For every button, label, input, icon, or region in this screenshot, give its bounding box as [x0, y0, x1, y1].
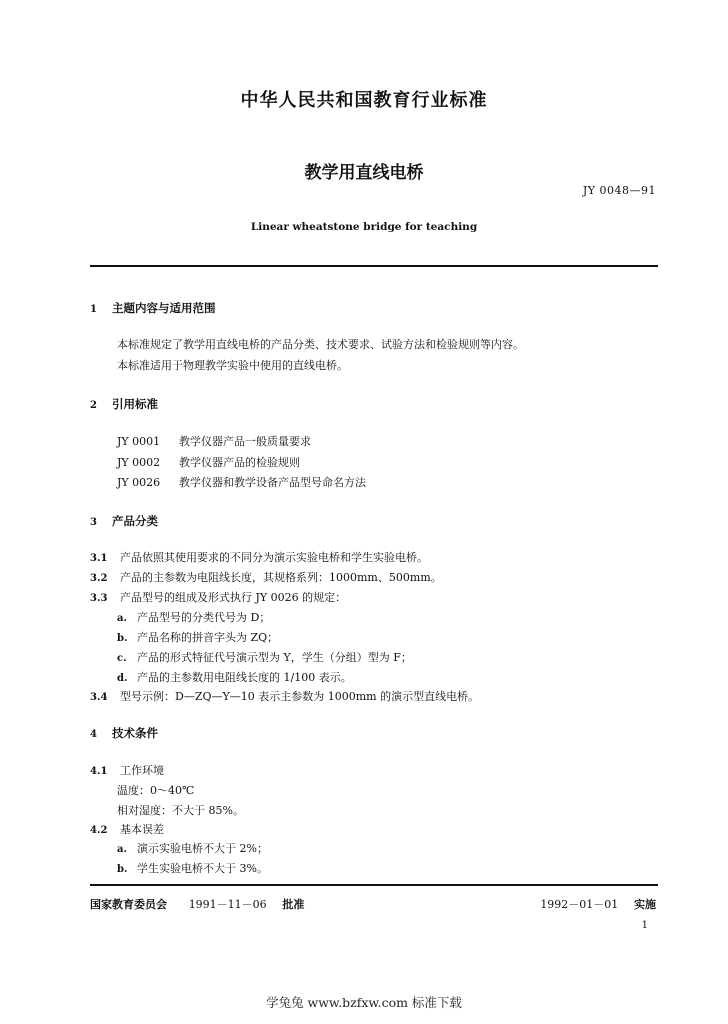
implementation-date: 1992－01－01 — [540, 898, 619, 911]
watermark-link[interactable]: 学兔兔 www.bzfxw.com 标准下载 — [266, 995, 462, 1010]
item-letter: b. — [117, 633, 128, 644]
clause-title: 基本误差 — [120, 823, 164, 836]
section-number: 4 — [90, 729, 97, 740]
top-rule — [90, 265, 658, 267]
section-title: 产品分类 — [112, 514, 158, 528]
english-title: Linear wheatstone bridge for teaching — [250, 221, 478, 233]
sub-item — [117, 649, 412, 665]
clause-number: 3.3 — [90, 593, 108, 604]
doc-title: 教学用直线电桥 — [304, 163, 424, 183]
item-text: 学生实验电桥不大于 3%。 — [137, 862, 268, 875]
item-letter: a. — [117, 613, 127, 624]
clause-number: 4.2 — [90, 825, 108, 836]
reference-item — [117, 474, 366, 490]
clause-text: 型号示例：D—ZQ—Y—10 表示主参数为 1000mm 的演示型直线电桥。 — [120, 690, 480, 703]
clause-text: 产品依照其使用要求的不同分为演示实验电桥和学生实验电桥。 — [120, 551, 428, 564]
sub-item — [117, 840, 268, 856]
item-text: 产品型号的分类代号为 D； — [137, 611, 271, 624]
condition-line: 温度：0～40℃ — [117, 784, 195, 797]
item-letter: c. — [117, 653, 127, 664]
clause-number: 3.1 — [90, 553, 108, 564]
section-3-heading — [90, 513, 158, 529]
clause — [90, 688, 479, 704]
standard-code: JY 0048—91 — [582, 184, 656, 197]
clause — [90, 549, 428, 565]
clause — [90, 821, 164, 837]
item-text: 产品的主参数用电阻线长度的 1/100 表示。 — [137, 671, 352, 684]
issuer: 国家教育委员会 — [90, 898, 167, 911]
clause-number: 3.2 — [90, 573, 108, 584]
section-1-heading — [90, 300, 216, 316]
reference-text: 教学仪器产品一般质量要求 — [179, 435, 311, 448]
clause-title: 工作环境 — [120, 764, 164, 777]
section-number: 2 — [90, 400, 97, 411]
approve-label: 批准 — [282, 898, 305, 911]
clause — [90, 589, 346, 605]
sub-item — [117, 609, 270, 625]
sub-item — [117, 669, 352, 685]
approve-date: 1991－11－06 — [188, 898, 267, 911]
sub-item — [117, 860, 268, 876]
section-4-heading — [90, 725, 158, 741]
reference-text: 教学仪器产品的检验规则 — [179, 456, 300, 469]
clause-number: 4.1 — [90, 766, 108, 777]
section-title: 主题内容与适用范围 — [112, 301, 216, 315]
section-number: 3 — [90, 517, 97, 528]
item-text: 产品名称的拼音字头为 ZQ； — [137, 631, 279, 644]
org-title: 中华人民共和国教育行业标准 — [240, 90, 488, 111]
item-letter: a. — [117, 844, 127, 855]
section-2-heading — [90, 396, 158, 412]
clause — [90, 762, 164, 778]
item-text: 演示实验电桥不大于 2%； — [137, 842, 268, 855]
reference-code: JY 0002 — [117, 456, 161, 469]
clause-text: 产品型号的组成及形式执行 JY 0026 的规定： — [120, 591, 347, 604]
clause-number: 3.4 — [90, 692, 108, 703]
reference-item — [117, 433, 311, 449]
reference-text: 教学仪器和教学设备产品型号命名方法 — [179, 476, 366, 489]
footer-approval — [90, 896, 304, 912]
reference-code: JY 0026 — [117, 476, 161, 489]
condition-line: 相对湿度：不大于 85%。 — [117, 804, 244, 817]
sub-item — [117, 629, 278, 645]
page-number: 1 — [641, 920, 648, 931]
section-title: 引用标准 — [112, 397, 158, 411]
item-text: 产品的形式特征代号演示型为 Y，学生（分组）型为 F； — [137, 651, 412, 664]
item-letter: b. — [117, 864, 128, 875]
clause — [90, 569, 442, 585]
paragraph: 本标准适用于物理教学实验中使用的直线电桥。 — [117, 359, 348, 372]
clause-text: 产品的主参数为电阻线长度，其规格系列：1000mm、500mm。 — [120, 571, 442, 584]
item-letter: d. — [117, 673, 128, 684]
section-title: 技术条件 — [112, 726, 158, 740]
section-number: 1 — [90, 304, 97, 315]
reference-item — [117, 454, 300, 470]
implementation-label: 实施 — [634, 898, 656, 911]
reference-code: JY 0001 — [117, 435, 161, 448]
paragraph: 本标准规定了教学用直线电桥的产品分类、技术要求、试验方法和检验规则等内容。 — [117, 338, 524, 351]
footer-implementation — [540, 896, 656, 912]
bottom-rule — [90, 884, 658, 886]
